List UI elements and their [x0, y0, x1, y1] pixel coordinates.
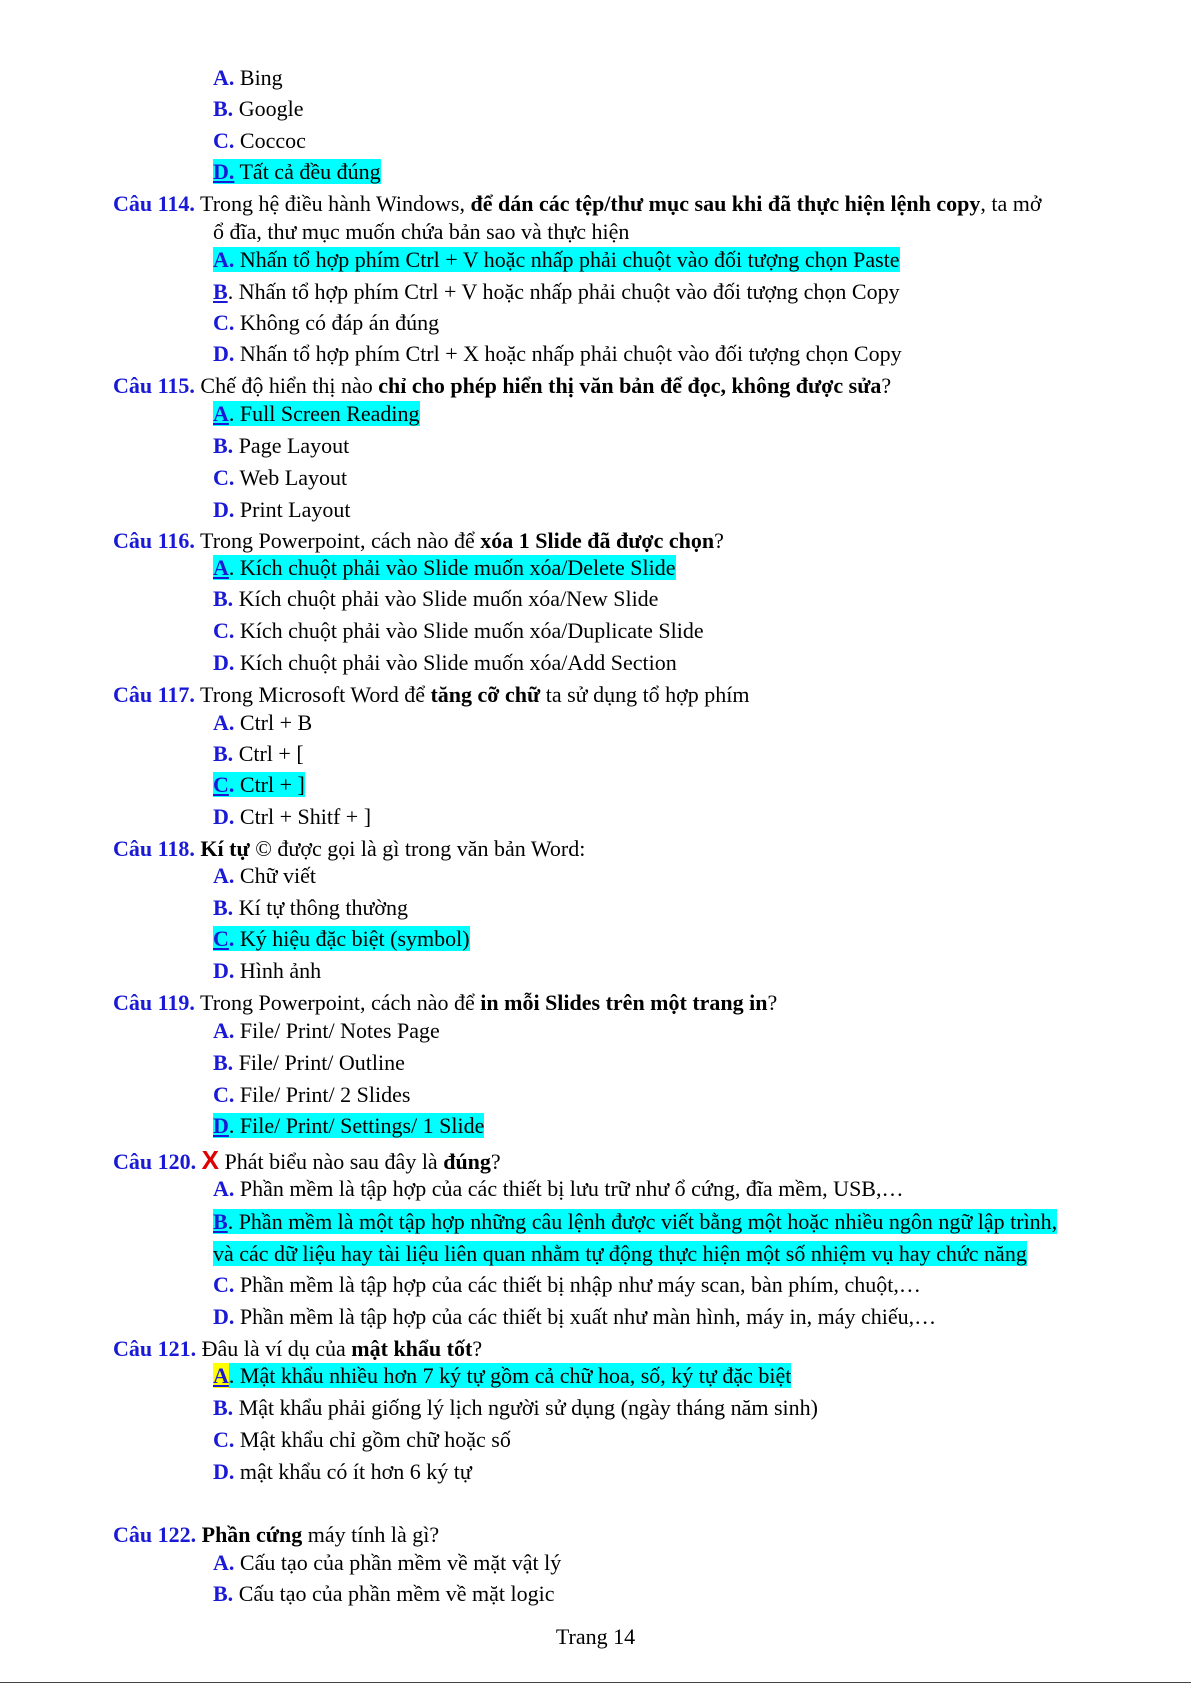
option-b: B. Google	[213, 96, 304, 121]
option-c: C. Web Layout	[213, 465, 348, 490]
option-b: B. Ctrl + [	[213, 741, 304, 766]
question-115: Câu 115. Chế độ hiển thị nào chỉ cho phép hiển thị văn bản để đọc, không được sửa?	[113, 373, 892, 398]
option-b-continued: và các dữ liệu hay tài liệu liên quan nhằm tự động thực hiện một số nhiệm vụ hay chức năng	[213, 1241, 1027, 1266]
option-b-correct: B. Phần mềm là một tập hợp những câu lệnh được viết bằng một hoặc nhiều ngôn ngữ lập trình,	[213, 1209, 1058, 1234]
option-d-correct: D. Tất cả đều đúng	[213, 159, 381, 184]
question-121: Câu 121. Đâu là ví dụ của mật khẩu tốt?	[113, 1336, 483, 1361]
option-b: B. Kích chuột phải vào Slide muốn xóa/New Slide	[213, 586, 659, 611]
option-a-correct: A. Kích chuột phải vào Slide muốn xóa/Delete Slide	[213, 555, 676, 580]
option-a: A. Ctrl + B	[213, 710, 313, 735]
wrong-mark-icon: X	[201, 1145, 219, 1175]
option-a-correct: A. Nhấn tổ hợp phím Ctrl + V hoặc nhấp phải chuột vào đối tượng chọn Paste	[213, 247, 900, 272]
option-a-correct: A. Mật khẩu nhiều hơn 7 ký tự gồm cả chữ hoa, số, ký tự đặc biệt	[213, 1363, 792, 1388]
option-c-correct: C. Ký hiệu đặc biệt (symbol)	[213, 926, 470, 951]
question-120: Câu 120. X Phát biểu nào sau đây là đúng?	[113, 1145, 501, 1175]
option-d: D. Phần mềm là tập hợp của các thiết bị xuất như màn hình, máy in, máy chiếu,…	[213, 1304, 937, 1329]
option-c: C. Kích chuột phải vào Slide muốn xóa/Duplicate Slide	[213, 618, 704, 643]
option-a: A. File/ Print/ Notes Page	[213, 1018, 440, 1043]
option-a: A. Cấu tạo của phần mềm về mặt vật lý	[213, 1550, 562, 1575]
question-114-continued: ổ đĩa, thư mục muốn chứa bản sao và thực hiện	[213, 219, 630, 244]
page-number: Trang 14	[555, 1624, 636, 1649]
question-118: Câu 118. Kí tự © được gọi là gì trong văn bản Word:	[113, 836, 586, 861]
option-a-correct: A. Full Screen Reading	[213, 401, 420, 426]
option-a: A. Phần mềm là tập hợp của các thiết bị lưu trữ như ổ cứng, đĩa mềm, USB,…	[213, 1176, 904, 1201]
option-d: D. Hình ảnh	[213, 958, 322, 983]
option-b: B. File/ Print/ Outline	[213, 1050, 405, 1075]
option-c: C. Phần mềm là tập hợp của các thiết bị nhập như máy scan, bàn phím, chuột,…	[213, 1272, 921, 1297]
question-119: Câu 119. Trong Powerpoint, cách nào để in mỗi Slides trên một trang in?	[113, 990, 778, 1015]
question-117: Câu 117. Trong Microsoft Word để tăng cỡ chữ ta sử dụng tổ hợp phím	[113, 682, 750, 707]
option-b: B. Cấu tạo của phần mềm về mặt logic	[213, 1581, 555, 1606]
question-114: Câu 114. Trong hệ điều hành Windows, để dán các tệp/thư mục sau khi đã thực hiện lệnh copy, ta mở	[113, 191, 1042, 216]
question-116: Câu 116. Trong Powerpoint, cách nào để xóa 1 Slide đã được chọn?	[113, 528, 724, 553]
option-a: A. Bing	[213, 65, 283, 90]
option-d: D. mật khẩu có ít hơn 6 ký tự	[213, 1459, 472, 1484]
option-c: C. Không có đáp án đúng	[213, 310, 440, 335]
option-b: B. Nhấn tổ hợp phím Ctrl + V hoặc nhấp phải chuột vào đối tượng chọn Copy	[213, 279, 900, 304]
option-d: D. Print Layout	[213, 497, 351, 522]
option-b: B. Page Layout	[213, 433, 350, 458]
option-c: C. Coccoc	[213, 128, 306, 153]
option-c: C. File/ Print/ 2 Slides	[213, 1082, 411, 1107]
option-c-correct: C. Ctrl + ]	[213, 772, 305, 797]
option-c: C. Mật khẩu chỉ gồm chữ hoặc số	[213, 1427, 511, 1452]
question-122: Câu 122. Phần cứng máy tính là gì?	[113, 1522, 440, 1547]
option-b: B. Kí tự thông thường	[213, 895, 409, 920]
option-a: A. Chữ viết	[213, 863, 316, 888]
option-d: D. Ctrl + Shitf + ]	[213, 804, 372, 829]
option-d: D. Kích chuột phải vào Slide muốn xóa/Add Section	[213, 650, 677, 675]
option-b: B. Mật khẩu phải giống lý lịch người sử dụng (ngày tháng năm sinh)	[213, 1395, 818, 1420]
option-d: D. Nhấn tổ hợp phím Ctrl + X hoặc nhấp phải chuột vào đối tượng chọn Copy	[213, 341, 902, 366]
option-d-correct: D. File/ Print/ Settings/ 1 Slide	[213, 1113, 485, 1138]
bottom-rule	[0, 1682, 1191, 1683]
